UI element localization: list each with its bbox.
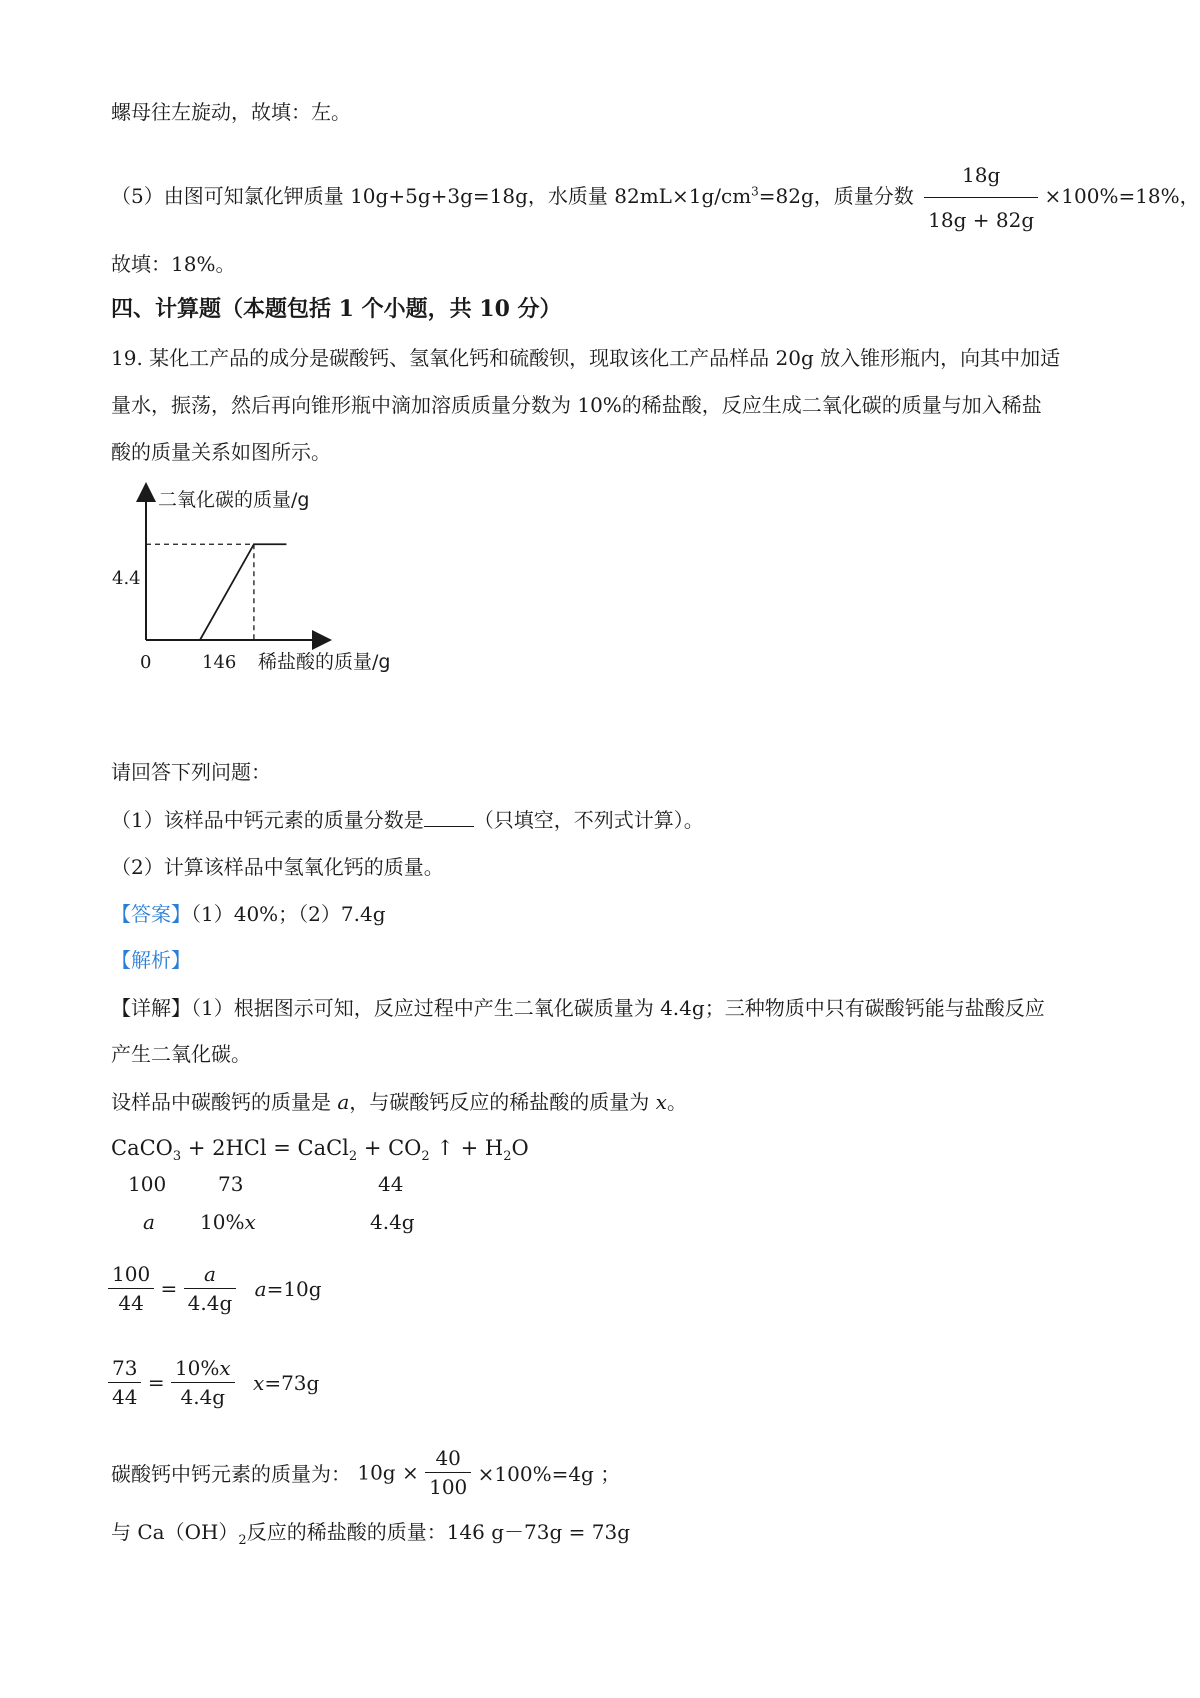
eq-row2-pct: 10% <box>200 1210 245 1234</box>
let-mid: ，与碳酸钙反应的稀盐酸的质量为 <box>349 1090 656 1114</box>
detail-tag: 【详解】 <box>111 996 191 1020</box>
answer-blank <box>424 808 474 827</box>
ratio-1-right-den: 4.4g <box>187 1291 233 1315</box>
calcium-fraction <box>425 1446 471 1499</box>
ratio-2-right-den: 4.4g <box>180 1385 226 1409</box>
question-line-3: 酸的质量关系如图所示。 <box>111 440 331 464</box>
ratio-1-result-val: =10g <box>266 1276 322 1301</box>
eq-h: + H <box>453 1136 504 1160</box>
calcium-a: 10g × <box>357 1460 419 1485</box>
series-line <box>200 544 286 640</box>
eq-row1-col2: 73 <box>218 1172 244 1196</box>
ratio-2-left-num: 73 <box>108 1356 141 1383</box>
eq-row2-col2 <box>200 1210 256 1234</box>
line2-sup: 3 <box>751 184 759 199</box>
eq-sub-2b: 2 <box>421 1149 430 1165</box>
eq-sub-3: 3 <box>172 1149 182 1165</box>
question-1 <box>111 804 704 833</box>
calcium-b: ×100%=4g ； <box>477 1462 621 1486</box>
question-line-1: 19. 某化工产品的成分是碳酸钙、氢氧化钙和硫酸钡，现取该化工产品样品 20g 放入锥形瓶内，向其中加适 <box>111 346 1061 370</box>
answer-text: （1）40%；（2）7.4g <box>191 902 386 926</box>
text-line-2 <box>111 155 1200 240</box>
detail-line-1-text: （1）根据图示可知，反应过程中产生二氧化碳质量为 4.4g；三种物质中只有碳酸钙能与盐酸反应 <box>191 996 1045 1020</box>
y-axis-label: 二氧化碳的质量/g <box>158 489 310 511</box>
eq-row2-var: x <box>244 1210 256 1234</box>
text-line-1: 螺母往左旋动，故填：左。 <box>111 100 351 124</box>
last-prefix: 与 Ca（OH） <box>111 1520 239 1544</box>
fraction-numerator: 18g <box>924 155 1038 198</box>
eq-row2-col1: a <box>143 1210 155 1234</box>
ratio-2-right <box>171 1356 235 1409</box>
ratio-1-left-den: 44 <box>118 1291 144 1315</box>
ratio-2: $\frac{73}{44}$ = $\frac{10\%x}{4.4g}$ x=73g <box>108 1356 319 1409</box>
question-2: （2）计算该样品中氢氧化钙的质量。 <box>111 855 444 879</box>
co2-chart <box>100 482 420 682</box>
question-line-2: 量水，振荡，然后再向锥形瓶中滴加溶质质量分数为 10%的稀盐酸，反应生成二氧化碳的质量与加入稀盐 <box>111 393 1042 417</box>
ratio-1-left-num: 100 <box>108 1262 154 1289</box>
analysis-tag: 【解析】 <box>111 948 191 972</box>
let-line <box>111 1086 687 1115</box>
line2-mid: =82g，质量分数 <box>758 184 914 208</box>
last-suffix: 反应的稀盐酸的质量：146 g－73g = 73g <box>246 1520 631 1544</box>
chemical-equation <box>111 1136 529 1164</box>
mass-fraction <box>924 155 1038 240</box>
question-1-prefix: （1）该样品中钙元素的质量分数是 <box>111 808 424 832</box>
origin-label: 0 <box>140 652 152 673</box>
eq-row1-col1: 100 <box>128 1172 167 1196</box>
section-heading: 四、计算题（本题包括 1 个小题，共 10 分） <box>111 296 562 322</box>
ratio-1: $\frac{100}{44}$ = $\frac{a}{4.4g}$ a=10g <box>108 1262 322 1315</box>
x-axis-label: 稀盐酸的质量/g <box>258 651 391 673</box>
line2-suffix: ×100%=18%， <box>1044 184 1200 208</box>
ratio-1-left <box>108 1262 154 1315</box>
last-sub: 2 <box>238 1533 247 1548</box>
calcium-line <box>111 1446 620 1499</box>
calcium-den: 100 <box>429 1475 468 1499</box>
ratio-2-left-den: 44 <box>112 1385 138 1409</box>
x-tick-label: 146 <box>202 652 237 673</box>
gas-arrow: ↑ <box>429 1136 454 1160</box>
calcium-num: 40 <box>425 1446 471 1473</box>
line2-prefix: （5）由图可知氯化钾质量 10g+5g+3g=18g，水质量 82mL×1g/cm <box>111 184 752 208</box>
ratio-1-right <box>184 1262 237 1315</box>
eq-o: O <box>511 1136 529 1160</box>
ratio-1-result-var: a <box>254 1276 267 1301</box>
eq-hcl: + 2HCl = CaCl <box>181 1136 349 1160</box>
let-suffix: 。 <box>666 1090 687 1114</box>
prompt: 请回答下列问题： <box>111 760 271 784</box>
calcium-prefix: 碳酸钙中钙元素的质量为： <box>111 1462 351 1486</box>
eq-row2-col3: 4.4g <box>370 1210 415 1234</box>
question-1-suffix: （只填空，不列式计算）。 <box>473 808 704 832</box>
last-line <box>111 1516 630 1548</box>
ratio-1-right-num: a <box>184 1262 237 1289</box>
detail-line-1 <box>111 992 1045 1021</box>
fraction-denominator: 18g + 82g <box>928 208 1035 232</box>
let-var-x: x <box>655 1090 667 1114</box>
text-line-3: 故填：18%。 <box>111 252 236 276</box>
let-prefix: 设样品中碳酸钙的质量是 <box>111 1090 338 1114</box>
ratio-2-result-var: x <box>253 1370 265 1395</box>
let-var-a: a <box>337 1090 350 1114</box>
eq-sub-2a: 2 <box>348 1149 358 1165</box>
ratio-2-right-var: x <box>219 1356 231 1380</box>
eq-sub-2c: 2 <box>503 1149 512 1165</box>
detail-line-2: 产生二氧化碳。 <box>111 1042 251 1066</box>
ratio-2-left <box>108 1356 141 1409</box>
ratio-2-result-val: =73g <box>264 1370 320 1395</box>
answer-line <box>111 898 386 927</box>
eq-row1-col3: 44 <box>378 1172 404 1196</box>
answer-tag: 【答案】 <box>111 902 191 926</box>
ratio-2-right-pct: 10% <box>174 1356 220 1380</box>
eq-caco: CaCO <box>111 1136 173 1160</box>
eq-co: + CO <box>357 1136 422 1160</box>
y-tick-label: 4.4 <box>112 568 141 589</box>
